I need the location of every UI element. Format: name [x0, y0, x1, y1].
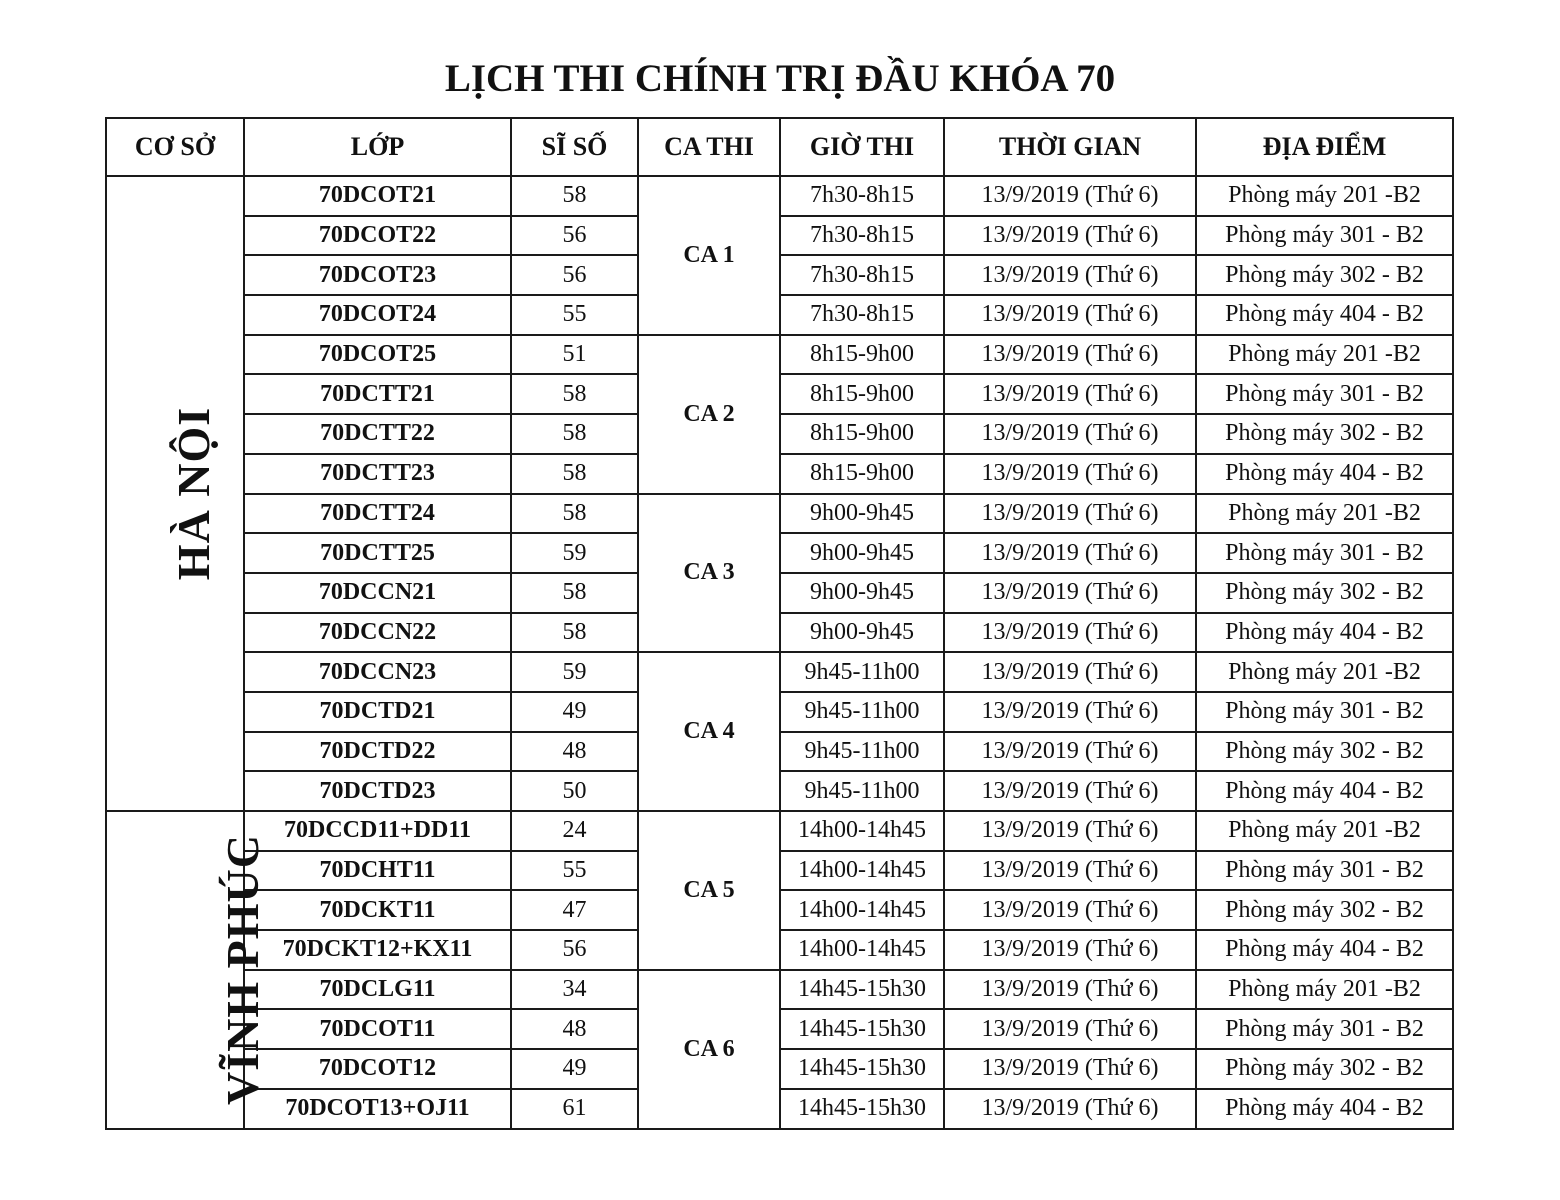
table-row — [106, 414, 1453, 454]
room-cell: Phòng máy 404 - B2 — [1196, 454, 1453, 494]
time-cell: 14h00-14h45 — [780, 811, 944, 851]
class-cell: 70DCOT11 — [244, 1009, 511, 1049]
date-cell: 13/9/2019 (Thứ 6) — [944, 811, 1196, 851]
date-cell: 13/9/2019 (Thứ 6) — [944, 176, 1196, 216]
date-cell: 13/9/2019 (Thứ 6) — [944, 216, 1196, 256]
date-cell: 13/9/2019 (Thứ 6) — [944, 1009, 1196, 1049]
count-cell: 55 — [511, 851, 638, 891]
count-cell: 51 — [511, 335, 638, 375]
room-cell: Phòng máy 301 - B2 — [1196, 1009, 1453, 1049]
table-row — [106, 494, 1453, 534]
table-row — [106, 732, 1453, 772]
table-row — [106, 255, 1453, 295]
date-cell: 13/9/2019 (Thứ 6) — [944, 1049, 1196, 1089]
session-cell: CA 2 — [638, 335, 780, 494]
header-row — [106, 118, 1453, 176]
header-si-so: SĨ SỐ — [511, 118, 638, 176]
room-cell: Phòng máy 301 - B2 — [1196, 533, 1453, 573]
time-cell: 14h45-15h30 — [780, 1049, 944, 1089]
class-cell: 70DCTT24 — [244, 494, 511, 534]
time-cell: 9h00-9h45 — [780, 573, 944, 613]
class-cell: 70DCCN21 — [244, 573, 511, 613]
room-cell: Phòng máy 404 - B2 — [1196, 1089, 1453, 1129]
date-cell: 13/9/2019 (Thứ 6) — [944, 1089, 1196, 1129]
class-cell: 70DCOT21 — [244, 176, 511, 216]
room-cell: Phòng máy 404 - B2 — [1196, 930, 1453, 970]
header-gio-thi: GIỜ THI — [780, 118, 944, 176]
header-dia-diem: ĐỊA ĐIỂM — [1196, 118, 1453, 176]
date-cell: 13/9/2019 (Thứ 6) — [944, 295, 1196, 335]
count-cell: 34 — [511, 970, 638, 1010]
date-cell: 13/9/2019 (Thứ 6) — [944, 692, 1196, 732]
room-cell: Phòng máy 404 - B2 — [1196, 613, 1453, 653]
table-row — [106, 771, 1453, 811]
count-cell: 56 — [511, 255, 638, 295]
room-cell: Phòng máy 201 -B2 — [1196, 494, 1453, 534]
date-cell: 13/9/2019 (Thứ 6) — [944, 930, 1196, 970]
room-cell: Phòng máy 301 - B2 — [1196, 692, 1453, 732]
table-row — [106, 216, 1453, 256]
time-cell: 9h45-11h00 — [780, 771, 944, 811]
site-cell — [106, 811, 268, 1129]
time-cell: 14h00-14h45 — [780, 930, 944, 970]
site-cell — [106, 176, 244, 811]
table-row — [106, 1009, 1453, 1049]
count-cell: 48 — [511, 1009, 638, 1049]
count-cell: 58 — [511, 414, 638, 454]
table-row — [106, 890, 1453, 930]
header-lop: LỚP — [244, 118, 511, 176]
count-cell: 58 — [511, 494, 638, 534]
count-cell: 56 — [511, 930, 638, 970]
date-cell: 13/9/2019 (Thứ 6) — [944, 732, 1196, 772]
date-cell: 13/9/2019 (Thứ 6) — [944, 970, 1196, 1010]
room-cell: Phòng máy 201 -B2 — [1196, 176, 1453, 216]
class-cell: 70DCCD11+DD11 — [244, 811, 511, 851]
time-cell: 8h15-9h00 — [780, 454, 944, 494]
time-cell: 7h30-8h15 — [780, 176, 944, 216]
session-cell: CA 3 — [638, 494, 780, 653]
session-cell: CA 1 — [638, 176, 780, 335]
exam-schedule-table — [105, 117, 1454, 1130]
date-cell: 13/9/2019 (Thứ 6) — [944, 652, 1196, 692]
count-cell: 58 — [511, 176, 638, 216]
date-cell: 13/9/2019 (Thứ 6) — [944, 454, 1196, 494]
time-cell: 14h45-15h30 — [780, 1009, 944, 1049]
time-cell: 9h45-11h00 — [780, 692, 944, 732]
date-cell: 13/9/2019 (Thứ 6) — [944, 613, 1196, 653]
header-thoi-gian: THỜI GIAN — [944, 118, 1196, 176]
count-cell: 55 — [511, 295, 638, 335]
time-cell: 9h00-9h45 — [780, 494, 944, 534]
count-cell: 49 — [511, 692, 638, 732]
time-cell: 9h45-11h00 — [780, 652, 944, 692]
class-cell: 70DCOT22 — [244, 216, 511, 256]
table-row — [106, 374, 1453, 414]
header-ca-thi: CA THI — [638, 118, 780, 176]
count-cell: 59 — [511, 652, 638, 692]
table-row — [106, 454, 1453, 494]
room-cell: Phòng máy 302 - B2 — [1196, 1049, 1453, 1089]
room-cell: Phòng máy 302 - B2 — [1196, 890, 1453, 930]
table-row — [106, 613, 1453, 653]
class-cell: 70DCHT11 — [244, 851, 511, 891]
header-co-so: CƠ SỞ — [106, 118, 244, 176]
room-cell: Phòng máy 302 - B2 — [1196, 732, 1453, 772]
count-cell: 58 — [511, 613, 638, 653]
time-cell: 8h15-9h00 — [780, 374, 944, 414]
time-cell: 9h00-9h45 — [780, 533, 944, 573]
time-cell: 7h30-8h15 — [780, 255, 944, 295]
count-cell: 56 — [511, 216, 638, 256]
date-cell: 13/9/2019 (Thứ 6) — [944, 573, 1196, 613]
count-cell: 59 — [511, 533, 638, 573]
class-cell: 70DCTT25 — [244, 533, 511, 573]
date-cell: 13/9/2019 (Thứ 6) — [944, 374, 1196, 414]
date-cell: 13/9/2019 (Thứ 6) — [944, 533, 1196, 573]
time-cell: 8h15-9h00 — [780, 335, 944, 375]
table-row — [106, 851, 1453, 891]
time-cell: 7h30-8h15 — [780, 295, 944, 335]
room-cell: Phòng máy 302 - B2 — [1196, 573, 1453, 613]
room-cell: Phòng máy 301 - B2 — [1196, 374, 1453, 414]
class-cell: 70DCTT23 — [244, 454, 511, 494]
room-cell: Phòng máy 201 -B2 — [1196, 811, 1453, 851]
table-row — [106, 930, 1453, 970]
class-cell: 70DCLG11 — [244, 970, 511, 1010]
table-row — [106, 1049, 1453, 1089]
class-cell: 70DCOT12 — [244, 1049, 511, 1089]
room-cell: Phòng máy 201 -B2 — [1196, 335, 1453, 375]
date-cell: 13/9/2019 (Thứ 6) — [944, 335, 1196, 375]
class-cell: 70DCCN22 — [244, 613, 511, 653]
time-cell: 14h45-15h30 — [780, 970, 944, 1010]
room-cell: Phòng máy 301 - B2 — [1196, 216, 1453, 256]
room-cell: Phòng máy 301 - B2 — [1196, 851, 1453, 891]
time-cell: 14h00-14h45 — [780, 890, 944, 930]
table-row — [106, 652, 1453, 692]
time-cell: 9h00-9h45 — [780, 613, 944, 653]
time-cell: 14h00-14h45 — [780, 851, 944, 891]
page-title: LỊCH THI CHÍNH TRỊ ĐẦU KHÓA 70 — [444, 57, 1116, 100]
table-row — [106, 176, 1453, 216]
session-cell: CA 4 — [638, 652, 780, 811]
class-cell: 70DCOT13+OJ11 — [244, 1089, 511, 1129]
room-cell: Phòng máy 201 -B2 — [1196, 652, 1453, 692]
room-cell: Phòng máy 201 -B2 — [1196, 970, 1453, 1010]
session-cell: CA 5 — [638, 811, 780, 970]
site-name: HÀ NỘI — [168, 406, 220, 581]
room-cell: Phòng máy 302 - B2 — [1196, 414, 1453, 454]
date-cell: 13/9/2019 (Thứ 6) — [944, 414, 1196, 454]
class-cell: 70DCTD22 — [244, 732, 511, 772]
class-cell: 70DCOT25 — [244, 335, 511, 375]
count-cell: 58 — [511, 374, 638, 414]
class-cell: 70DCTT22 — [244, 414, 511, 454]
class-cell: 70DCTT21 — [244, 374, 511, 414]
count-cell: 58 — [511, 573, 638, 613]
date-cell: 13/9/2019 (Thứ 6) — [944, 890, 1196, 930]
table-row — [106, 295, 1453, 335]
date-cell: 13/9/2019 (Thứ 6) — [944, 494, 1196, 534]
table-row — [106, 573, 1453, 613]
count-cell: 48 — [511, 732, 638, 772]
table-row — [106, 970, 1453, 1010]
class-cell: 70DCOT24 — [244, 295, 511, 335]
count-cell: 49 — [511, 1049, 638, 1089]
room-cell: Phòng máy 404 - B2 — [1196, 771, 1453, 811]
time-cell: 8h15-9h00 — [780, 414, 944, 454]
table-row — [106, 533, 1453, 573]
room-cell: Phòng máy 302 - B2 — [1196, 255, 1453, 295]
time-cell: 14h45-15h30 — [780, 1089, 944, 1129]
table-row — [106, 1089, 1453, 1129]
session-cell: CA 6 — [638, 970, 780, 1129]
table-row — [106, 692, 1453, 732]
time-cell: 7h30-8h15 — [780, 216, 944, 256]
count-cell: 24 — [511, 811, 638, 851]
class-cell: 70DCOT23 — [244, 255, 511, 295]
count-cell: 50 — [511, 771, 638, 811]
table-row — [106, 811, 1453, 851]
site-name: VĨNH PHÚC — [216, 834, 268, 1106]
date-cell: 13/9/2019 (Thứ 6) — [944, 255, 1196, 295]
room-cell: Phòng máy 404 - B2 — [1196, 295, 1453, 335]
table-row — [106, 335, 1453, 375]
count-cell: 58 — [511, 454, 638, 494]
class-cell: 70DCTD23 — [244, 771, 511, 811]
date-cell: 13/9/2019 (Thứ 6) — [944, 851, 1196, 891]
class-cell: 70DCTD21 — [244, 692, 511, 732]
class-cell: 70DCKT11 — [244, 890, 511, 930]
class-cell: 70DCKT12+KX11 — [244, 930, 511, 970]
time-cell: 9h45-11h00 — [780, 732, 944, 772]
date-cell: 13/9/2019 (Thứ 6) — [944, 771, 1196, 811]
count-cell: 61 — [511, 1089, 638, 1129]
class-cell: 70DCCN23 — [244, 652, 511, 692]
count-cell: 47 — [511, 890, 638, 930]
